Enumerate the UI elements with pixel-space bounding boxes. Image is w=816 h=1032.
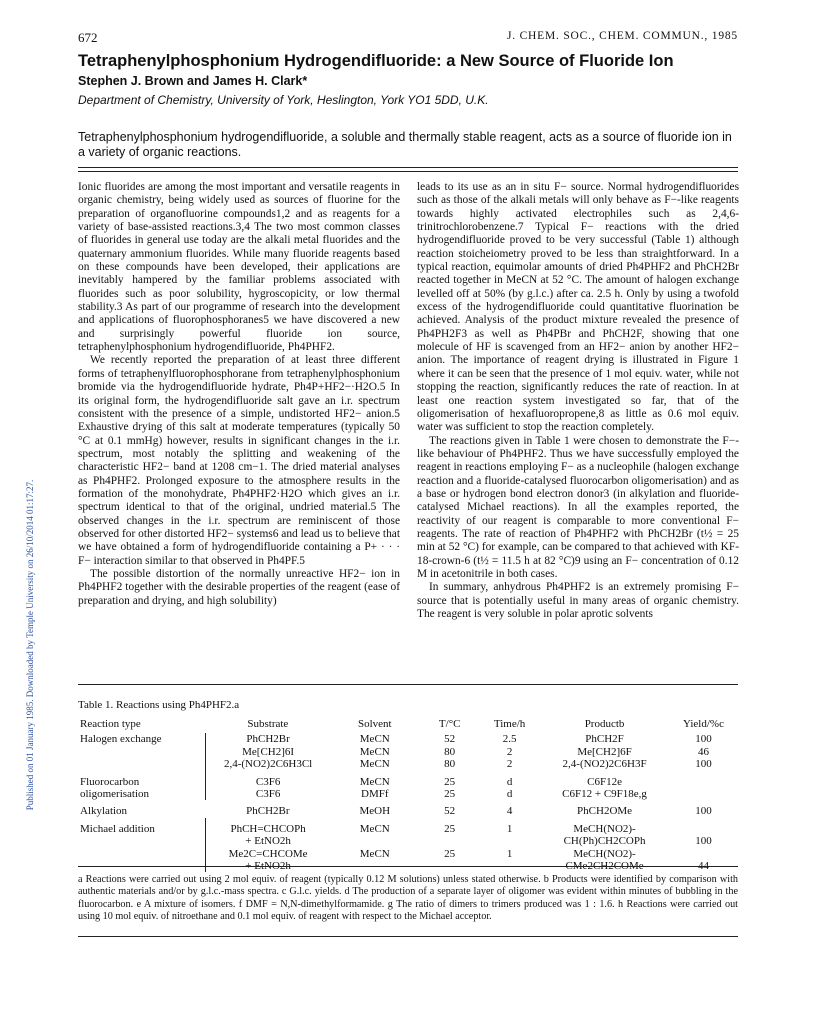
table-cell: MeCH(NO2)- [573,847,636,860]
paragraph: We recently reported the preparation of at least three different forms of tetraphenylfluorophosphorane from tetraphenylphosphonium bromide via the hydrogendifluoride hydrate, Ph4P+HF2−·H2O.5 In its original form, the hydrogendifluoride salt gave an i.r. spectrum consistent with the presence of a simple, undistorted HF2− anion.5 Exhaustive drying of this salt at moderate temperatures (typically 50 °C at 0.1 mmHg) however, results in significant changes in the i.r. spectrum, most notably the splitting and weakening of the characteristic HF2− band at 1208 cm−1. The dried material analyses as Ph4PHF2. Prolonged exposure to the atmosphere results in the formation of the monohydrate, Ph4PHF2·H2O which gives an i.r. spectrum identical to that of the original, undried material.5 The observed changes in the i.r. spectrum are reminiscent of those observed for other distorted HF2− systems6 and lead us to believe that we have obtained a form of hydrogendifluoride containing a P+ · · · F− interaction similar to that observed in Ph4PF.5 [78,354,400,567]
article-title: Tetraphenylphosphonium Hydrogendifluoride: a New Source of Fluoride Ion [78,52,674,70]
table-cell: + EtNO2h [206,835,330,847]
table-cell: PhCH2OMe [577,805,633,818]
table-row [78,835,738,847]
table-row [78,746,738,758]
header-cell: Substrate [247,718,289,730]
table-cell: 25 [444,788,456,801]
table-cell: PhCH2F [585,733,624,746]
table-header-row [78,718,738,733]
table-cell: MeCN [359,733,390,746]
table-cell: 1 [506,822,513,835]
table-cell: 2.5 [502,733,517,746]
table-cell: Halogen exchange [80,733,162,746]
table-cell: 80 [444,745,456,758]
table-cell: PhCH=CHCOPh [206,818,330,835]
table-cell [420,835,480,847]
header-cell: T/°C [438,718,461,730]
table-cell: d [506,775,513,788]
table-row [78,758,738,770]
table-caption: Table 1. Reactions using Ph4PHF2.a [78,699,240,711]
table-cell: MeCN [359,822,390,835]
table-cell: 52 [444,805,456,818]
table-row [78,771,738,788]
table-cell: MeCN [359,758,390,771]
abstract-divider [78,167,738,168]
header-cell: Reaction type [80,718,141,730]
header-cell: Solvent [357,718,392,730]
paragraph: The reactions given in Table 1 were chosen to demonstrate the F−-like behaviour of Ph4PHF2. Thus we have successfully employed the reagent in reactions employing F− as a nucleophile (halogen exchange reaction and a fluoride-catalysed fluorocarbon oligomerisation) and as a base or hydrogen bond electron donor3 (in alkylation and fluoride-catalysed Michael reactions). In all the examples reported, the reactivity of our reagent is comparable to more conventional F− reagents. The rate of reaction of Ph4PHF2 with PhCH2Br (t½ = 25 min at 52 °C) for example, can be compared to that achieved with KF-18-crown-6 (t½ = 11.5 h at 82 °C)9 using an F− concentration of 0.12 M in acetonitrile in both cases. [417,434,739,580]
reactions-table [78,718,738,872]
table-cell: MeCN [359,775,390,788]
table-cell [78,848,206,860]
table-cell: 100 [695,835,712,848]
header-cell: Yield/%c [683,718,724,730]
table-cell: Michael addition [80,822,155,835]
body-column-left [78,181,400,608]
table-cell: 1 [506,847,513,860]
table-cell: 2 [506,745,513,758]
table-cell: 4 [506,805,513,818]
abstract-divider-2 [78,171,738,172]
table-footnote: a Reactions were carried out using 2 mol equiv. of reagent (typically 0.12 M solutions) unless stated otherwise. b Products were identified by comparison with authentic materials and/or by g.l.c.-mass spectra. c G.l.c. yields. d The production of a separate layer of oligomer was evident within minutes of bubbling in the fluorocarbon. e A mixture of isomers. f DMF = N,N-dimethylformamide. g The ratio of dimers to trimers produced was 1 : 1.6. h Reactions were carried out using 10 mol equiv. of nitroethane and 0.1 mol equiv. of reagent with respect to the Michael acceptor. [78,874,738,922]
header-cell: Productb [584,718,625,730]
table-row [78,800,738,817]
body-column-right [417,181,739,621]
table-cell: DMFf [361,788,389,801]
table-cell: MeOH [359,805,391,818]
table-cell: Me2C=CHCOMe [206,848,330,860]
table-cell: 25 [444,822,456,835]
authors: Stephen J. Brown and James H. Clark* [78,74,308,88]
paragraph: Ionic fluorides are among the most important and versatile reagents in organic chemistry, being widely used as sources of fluorine for the preparation of organofluorine compounds1,2 and as reagents for a variety of base-assisted reactions.3,4 The two most common classes of fluorides in general use today are the alkali metal fluorides and the quaternary ammonium fluorides. While many fluoride reagents based on these compounds have been developed, their applications are inevitably hampered by the familiar problems associated with fluorides such as poor solubility, hygroscopicity, or low thermal stability.3 As part of our programme of research into the development and applications of fluorophosphoranes5 we have discovered a new and surprisingly powerful fluoride ion source, tetraphenylphosphonium hydrogendifluoride, Ph4PHF2. [78,181,400,354]
table-cell [670,848,738,860]
journal-header: J. CHEM. SOC., CHEM. COMMUN., 1985 [506,30,738,42]
table-cell [670,788,738,800]
table-cell: MeCN [359,847,390,860]
table-cell: + EtNO2h [206,860,330,872]
table-cell: Fluorocarbon [80,775,140,788]
affiliation: Department of Chemistry, University of York, Heslington, York YO1 5DD, U.K. [78,93,489,107]
table-row [78,733,738,745]
table-cell: 100 [695,733,712,746]
table-cell: MeCH(NO2)- [573,822,636,835]
header-cell: Time/h [493,718,526,730]
table-cell [480,835,540,847]
table-cell: CMe2CH2COMe [565,860,644,873]
table-cell: 46 [698,745,709,758]
table-cell [330,835,420,847]
table-cell: CH(Ph)CH2COPh [563,835,646,848]
table-cell: Me[CH2]6F [577,745,632,758]
table-cell: PhCH2Br [246,805,290,818]
table-cell [78,746,206,758]
table-row [78,848,738,860]
table-cell: MeCN [359,745,390,758]
table-cell: C6F12e [587,775,622,788]
table-top-rule [78,684,738,685]
page-number: 672 [78,30,98,45]
paragraph: The possible distortion of the normally unreactive HF2− ion in Ph4PHF2 together with the desirable properties of the reagent (ease of preparation and drying, and high solubility) [78,567,400,607]
table-cell: oligomerisation [80,788,150,801]
table-cell: 80 [444,758,456,771]
table-row [78,788,738,800]
table-cell: 2,4-(NO2)2C6H3Cl [206,758,330,770]
paragraph: leads to its use as an in situ F− source. Normal hydrogendifluorides such as those of the alkali metals will only behave as F−-like reagents towards highly activated electrophiles such as 2,4,6-trinitrochlorobenzene.7 Typical F− reactions with the dried hydrogendifluoride proved to be very successful (Table 1) although reaction stoicheiometry proved to be less than straightforward. In a typical reaction, equimolar amounts of dried Ph4PHF2 and PhCH2Br reacted together in MeCN at 52 °C. The amount of halogen exchange levelled off at 50% (by g.l.c.) after ca. 2.5 h. Only by using a twofold excess of the hydrogendifluoride could quantitative fluorination be achieved. Analysis of the product mixture revealed the presence of Ph4PH2F3 as well as Ph4PBr and PhCH2F, showing that one molecule of HF is scavenged from an HF2− anion by another HF2− anion. The importance of reagent drying is illustrated in Figure 1 where it can be seen that the presence of 1 mol equiv. water, while not stopping the reaction, significantly reduces the rate of reaction. In at least one reaction system investigated so far, that of the oligomerisation of hexafluoropropene,8 as little as 0.6 mol equiv. water was sufficient to stop the reaction completely. [417,181,739,434]
table-cell: 25 [444,847,456,860]
table-cell: 100 [695,758,712,771]
table-cell: Alkylation [80,805,128,818]
table-bottom-rule [78,866,738,867]
table-row [78,818,738,835]
table-cell: C3F6 [206,788,330,800]
table-cell: 2,4-(NO2)2C6H3F [562,758,647,771]
table-cell: 25 [444,775,456,788]
table-cell: d [506,788,513,801]
table-cell: 44 [698,860,709,873]
table-cell: C3F6 [206,771,330,788]
table-cell: PhCH2Br [206,733,330,745]
table-cell: 2 [506,758,513,771]
table-cell: C6F12 + C9F18e,g [562,788,647,801]
table-cell [670,771,738,788]
paragraph: In summary, anhydrous Ph4PHF2 is an extremely promising F− source that is potentially useful in many areas of organic chemistry. The reagent is very soluble in polar aprotic solvents [417,581,739,620]
table-cell: Me[CH2]6I [206,746,330,758]
table-cell [670,818,738,835]
footnote-rule [78,936,738,937]
table-cell [78,835,206,847]
table-cell: 100 [695,805,712,818]
abstract: Tetraphenylphosphonium hydrogendifluoride, a soluble and thermally stable reagent, acts as a source of fluoride ion in a variety of organic reactions. [78,130,732,159]
table-cell: 52 [444,733,456,746]
table-cell [78,758,206,770]
download-watermark: Published on 01 January 1985. Downloaded by Temple University on 26/10/2014 01:17:27. [25,479,35,811]
